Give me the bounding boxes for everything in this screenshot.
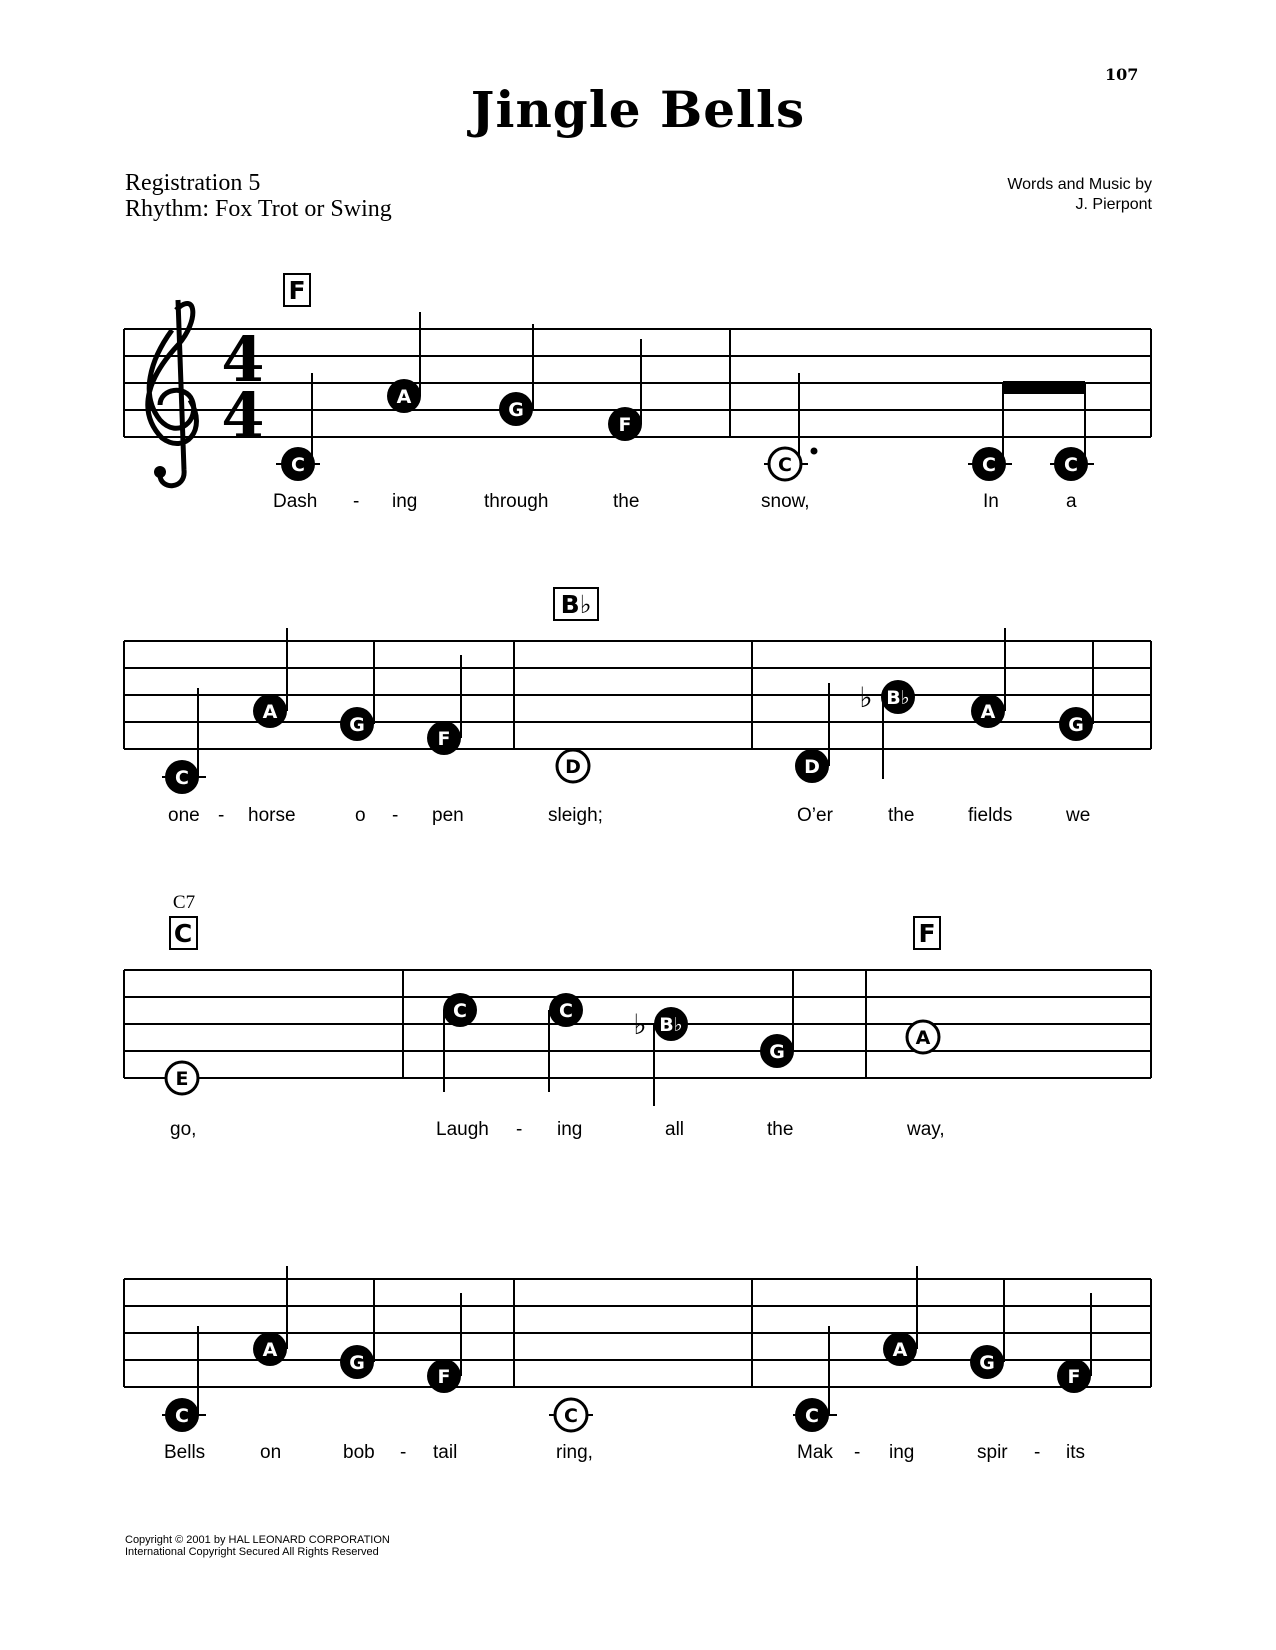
svg-text:A: A bbox=[892, 1339, 908, 1361]
svg-text:F: F bbox=[1067, 1366, 1081, 1388]
chord-label: F bbox=[918, 919, 936, 948]
note-stems bbox=[312, 312, 1085, 466]
flat-accidental-icon: ♭ bbox=[633, 1008, 647, 1041]
svg-text:-: - bbox=[1034, 1442, 1041, 1463]
svg-text:ing: ing bbox=[392, 491, 418, 512]
lyrics-line-4 bbox=[164, 1442, 1085, 1463]
flat-accidental-icon: ♭ bbox=[859, 681, 873, 714]
svg-text:snow,: snow, bbox=[761, 491, 810, 512]
svg-text:spir: spir bbox=[977, 1442, 1008, 1463]
staff-lines bbox=[124, 641, 1151, 749]
svg-text:B♭: B♭ bbox=[659, 1014, 683, 1036]
svg-text:C: C bbox=[453, 1000, 467, 1022]
page-number: 107 bbox=[1105, 65, 1139, 84]
svg-text:C: C bbox=[175, 1405, 189, 1427]
treble-clef-icon bbox=[148, 300, 197, 486]
svg-text:Bells: Bells bbox=[164, 1442, 206, 1463]
copyright-line-1: Copyright © 2001 by HAL LEONARD CORPORATION bbox=[125, 1534, 390, 1546]
notehead-g bbox=[499, 392, 533, 426]
rhythm-label: Rhythm: Fox Trot or Swing bbox=[125, 196, 392, 222]
svg-text:G: G bbox=[1068, 714, 1084, 736]
notehead-c bbox=[281, 447, 315, 481]
notehead-f bbox=[427, 1359, 461, 1393]
svg-text:D: D bbox=[565, 756, 581, 778]
svg-text:o: o bbox=[355, 805, 366, 826]
augmentation-dot bbox=[811, 448, 818, 455]
svg-text:tail: tail bbox=[433, 1442, 458, 1463]
svg-text:C: C bbox=[564, 1405, 578, 1427]
svg-text:-: - bbox=[400, 1442, 407, 1463]
notehead-c bbox=[795, 1398, 829, 1432]
note-stems bbox=[198, 628, 1093, 779]
svg-text:G: G bbox=[769, 1041, 785, 1063]
svg-text:its: its bbox=[1066, 1442, 1085, 1463]
svg-text:all: all bbox=[665, 1119, 685, 1140]
system-1 bbox=[124, 274, 1151, 512]
svg-text:Dash: Dash bbox=[273, 491, 318, 512]
svg-text:D: D bbox=[804, 756, 820, 778]
notehead-c bbox=[165, 760, 199, 794]
notehead-f bbox=[427, 721, 461, 755]
notehead-g bbox=[340, 1345, 374, 1379]
lyrics-line-1 bbox=[273, 491, 1077, 512]
system-2 bbox=[124, 588, 1151, 826]
svg-text:G: G bbox=[349, 714, 365, 736]
time-signature-top: 4 bbox=[221, 323, 265, 396]
notehead-g bbox=[760, 1034, 794, 1068]
notehead-a bbox=[387, 379, 421, 413]
svg-text:-: - bbox=[516, 1119, 523, 1140]
svg-text:a: a bbox=[1066, 491, 1077, 512]
svg-text:fields: fields bbox=[968, 805, 1013, 826]
svg-text:C: C bbox=[1064, 454, 1078, 476]
notehead-a bbox=[971, 694, 1005, 728]
svg-text:horse: horse bbox=[248, 805, 296, 826]
svg-text:A: A bbox=[980, 701, 996, 723]
svg-text:F: F bbox=[437, 728, 451, 750]
notehead-a bbox=[253, 1332, 287, 1366]
system-4 bbox=[124, 1266, 1151, 1463]
notehead-c-whole bbox=[555, 1399, 587, 1431]
notehead-b-flat bbox=[881, 680, 915, 714]
notehead-c bbox=[443, 993, 477, 1027]
svg-text:ing: ing bbox=[557, 1119, 583, 1140]
svg-text:Mak: Mak bbox=[797, 1442, 833, 1463]
svg-text:way,: way, bbox=[907, 1119, 945, 1140]
notehead-c bbox=[1054, 447, 1088, 481]
svg-text:F: F bbox=[618, 414, 632, 436]
notehead-b-flat bbox=[654, 1007, 688, 1041]
svg-text:-: - bbox=[218, 805, 225, 826]
beam bbox=[1003, 381, 1085, 394]
svg-text:one: one bbox=[168, 805, 200, 826]
svg-text:A: A bbox=[915, 1027, 931, 1049]
svg-text:F: F bbox=[437, 1366, 451, 1388]
svg-text:C: C bbox=[291, 454, 305, 476]
svg-text:A: A bbox=[262, 1339, 278, 1361]
svg-text:G: G bbox=[349, 1352, 365, 1374]
svg-text:ing: ing bbox=[889, 1442, 915, 1463]
note-stems bbox=[444, 970, 793, 1106]
notehead-f bbox=[1057, 1359, 1091, 1393]
notehead-a bbox=[883, 1332, 917, 1366]
svg-text:the: the bbox=[767, 1119, 794, 1140]
notehead-c-dotted-half bbox=[769, 448, 801, 480]
system-3 bbox=[124, 892, 1151, 1140]
svg-text:C: C bbox=[175, 767, 189, 789]
svg-text:the: the bbox=[613, 491, 640, 512]
notehead-f bbox=[608, 407, 642, 441]
svg-text:on: on bbox=[260, 1442, 282, 1463]
chord-box-f bbox=[284, 274, 310, 306]
svg-text:O’er: O’er bbox=[797, 805, 833, 826]
notehead-e-whole bbox=[166, 1062, 198, 1094]
svg-text:sleigh;: sleigh; bbox=[548, 805, 603, 826]
chord-name-c7: C7 bbox=[172, 892, 196, 913]
credits-composer: J. Pierpont bbox=[1075, 196, 1152, 213]
chord-label: F bbox=[288, 276, 306, 305]
lyrics-line-3 bbox=[170, 1119, 945, 1140]
svg-text:In: In bbox=[983, 491, 999, 512]
song-title: Jingle Bells bbox=[470, 80, 806, 139]
svg-text:Laugh: Laugh bbox=[436, 1119, 489, 1140]
time-signature-bottom: 4 bbox=[221, 379, 265, 452]
svg-text:E: E bbox=[175, 1068, 189, 1090]
svg-text:C: C bbox=[805, 1405, 819, 1427]
svg-text:G: G bbox=[979, 1352, 995, 1374]
svg-text:through: through bbox=[484, 491, 549, 512]
svg-text:C: C bbox=[559, 1000, 573, 1022]
credits-line-1: Words and Music by bbox=[1007, 176, 1152, 193]
notehead-a-whole bbox=[907, 1021, 939, 1053]
svg-text:pen: pen bbox=[432, 805, 464, 826]
notehead-g bbox=[1059, 707, 1093, 741]
svg-text:-: - bbox=[854, 1442, 861, 1463]
svg-text:A: A bbox=[396, 386, 412, 408]
svg-text:C: C bbox=[778, 454, 792, 476]
chord-label: B♭ bbox=[560, 590, 592, 619]
chord-box-c bbox=[170, 892, 197, 949]
registration-label: Registration 5 bbox=[125, 170, 261, 196]
svg-text:-: - bbox=[353, 491, 360, 512]
notehead-c bbox=[165, 1398, 199, 1432]
chord-box-b-flat bbox=[554, 588, 598, 620]
svg-text:-: - bbox=[392, 805, 399, 826]
notehead-g bbox=[340, 707, 374, 741]
svg-text:go,: go, bbox=[170, 1119, 197, 1140]
svg-text:we: we bbox=[1066, 805, 1091, 826]
notehead-a bbox=[253, 694, 287, 728]
notehead-c bbox=[972, 447, 1006, 481]
notehead-c bbox=[549, 993, 583, 1027]
copyright-line-2: International Copyright Secured All Rights Reserved bbox=[125, 1546, 379, 1558]
notehead-d bbox=[795, 749, 829, 783]
note-stems bbox=[198, 1266, 1091, 1416]
svg-text:G: G bbox=[508, 399, 524, 421]
svg-text:bob: bob bbox=[343, 1442, 375, 1463]
svg-text:A: A bbox=[262, 701, 278, 723]
lyrics-line-2 bbox=[168, 805, 1090, 826]
chord-label: C bbox=[173, 919, 193, 948]
svg-text:C: C bbox=[982, 454, 996, 476]
notehead-d-whole bbox=[557, 750, 589, 782]
chord-box-f bbox=[914, 917, 940, 949]
svg-text:ring,: ring, bbox=[556, 1442, 593, 1463]
svg-text:B♭: B♭ bbox=[886, 687, 910, 709]
svg-text:the: the bbox=[888, 805, 915, 826]
notehead-g bbox=[970, 1345, 1004, 1379]
